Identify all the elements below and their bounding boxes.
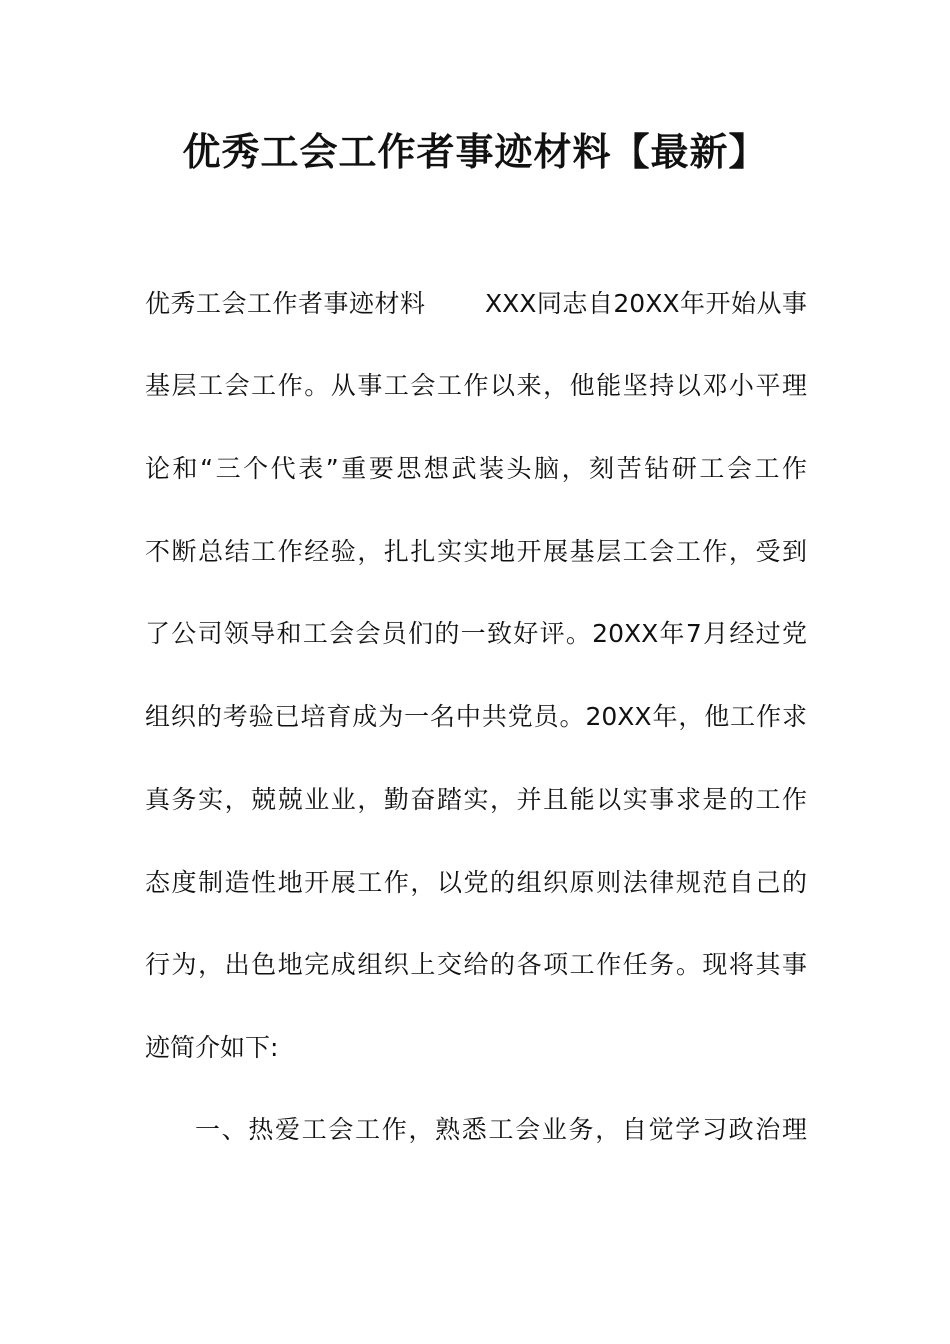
paragraph-line: 优秀工会工作者事迹材料 XXX同志自20XX年开始从事 [145, 289, 807, 318]
paragraph-line: 了公司领导和工会会员们的一致好评。20XX年7月经过党 [145, 619, 807, 648]
paragraph-line: 论和“三个代表”重要思想武装头脑，刻苦钻研工会工作 [145, 454, 807, 483]
paragraph-line: 行为，出色地完成组织上交给的各项工作任务。现将其事 [145, 950, 807, 979]
paragraph-line: 态度制造性地开展工作，以党的组织原则法律规范自己的 [145, 868, 807, 897]
paragraph-line: 迹简介如下: [145, 1033, 279, 1062]
paragraph-line: 组织的考验已培育成为一名中共党员。20XX年，他工作求 [145, 702, 807, 731]
paragraph-line: 真务实，兢兢业业，勤奋踏实，并且能以实事求是的工作 [145, 785, 807, 814]
paragraph-line: 不断总结工作经验，扎扎实实地开展基层工会工作，受到 [145, 537, 807, 566]
paragraph-line: 基层工会工作。从事工会工作以来，他能坚持以邓小平理 [145, 371, 807, 400]
section-heading-line: 一、热爱工会工作，熟悉工会业务，自觉学习政治理 [195, 1115, 807, 1144]
document-title: 优秀工会工作者事迹材料【最新】 [182, 129, 768, 174]
